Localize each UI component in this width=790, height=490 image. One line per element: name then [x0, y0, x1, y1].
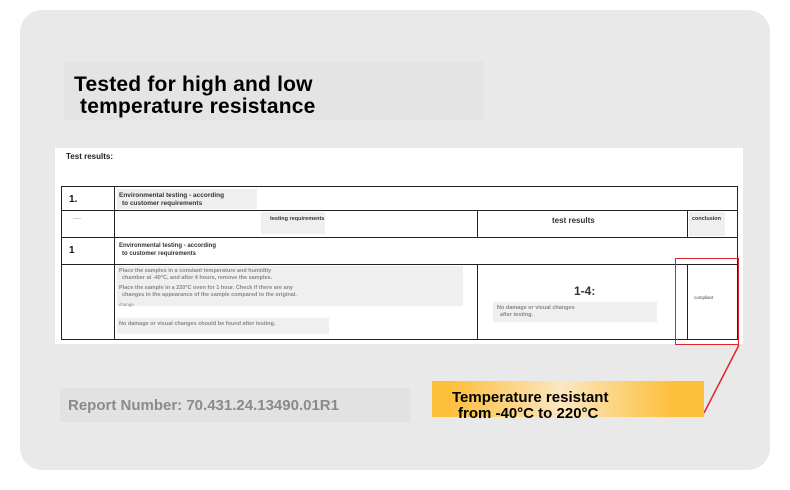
header-test-results: test results [552, 216, 595, 225]
conclusion-value: compliant [694, 295, 714, 300]
headline-line2: temperature resistance [80, 95, 316, 118]
headline-line1: Tested for high and low [74, 73, 313, 96]
row2-number: 1 [69, 245, 75, 256]
callout-line2: from -40°C to 220°C [458, 405, 599, 422]
callout-text [452, 390, 608, 422]
row2-title: Environmental testing - according to customer requirements [119, 243, 217, 257]
row2-requirements: Place the samples in a constant temperature and humidity chamber at -40°C, and after 4 hours, remove the samples. Place the sample in a 220°C oven for 1 hour. Check if there are any changes in the appearance of the sample compared to the original. change No damage or visual changes should be found after testing. [119, 268, 297, 327]
result-text: No damage or visual changes after testing. [497, 305, 575, 318]
row1-text: Environmental testing - according to customer requirements [119, 192, 225, 207]
doc-title: Test results: [66, 152, 113, 161]
row1-number: 1. [69, 194, 78, 205]
header-col1: ------ [73, 215, 81, 220]
result-sample-range: 1-4: [574, 284, 596, 298]
header-testing-requirements: testing requirements [270, 216, 325, 222]
header-conclusion: conclusion [692, 216, 722, 222]
callout-line1: Temperature resistant [452, 389, 609, 406]
report-number: Report Number: 70.431.24.13490.01R1 [68, 397, 339, 414]
